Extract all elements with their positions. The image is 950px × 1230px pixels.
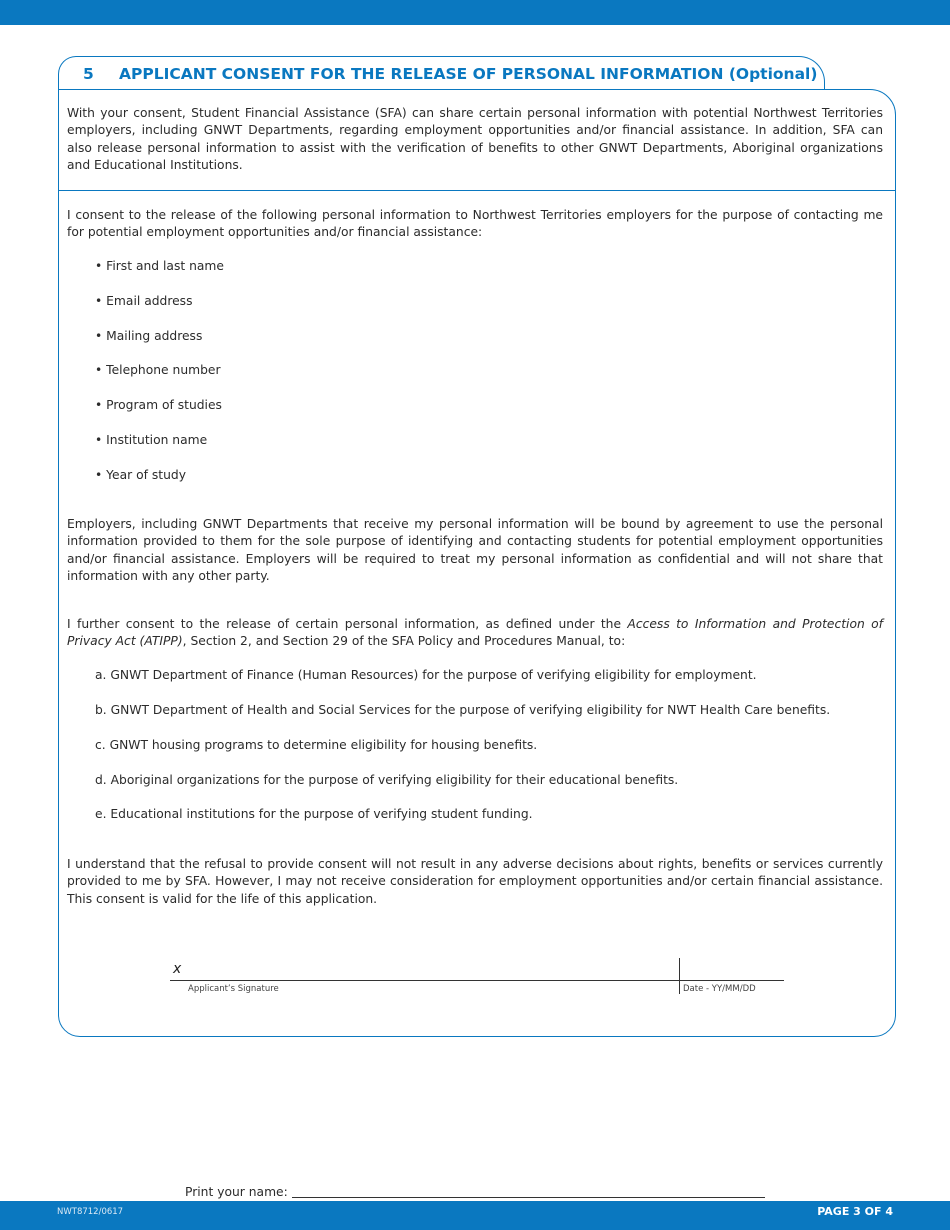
- list-item: e. Educational institutions for the purpose of verifying student funding.: [95, 807, 533, 821]
- employers-paragraph: Employers, including GNWT Departments that receive my personal information will be bound by agreement to use the personal information provided to them for the sole purpose of identifying and contacting students for potential employment opportunities and/or financial assistance. Employers will be required to treat my personal information as confidential and will not share that information with any other party.: [67, 517, 883, 584]
- intro-paragraph: With your consent, Student Financial Assistance (SFA) can share certain personal information with potential Northwest Territories employers, including GNWT Departments, regarding employment opportunities and/or financial assistance. In addition, SFA can also release personal information to assist with the verification of benefits to other GNWT Departments, Aboriginal organizations and Educational Institutions.: [67, 106, 883, 173]
- section-title-text: APPLICANT CONSENT FOR THE RELEASE OF PERSONAL INFORMATION (Optional): [119, 65, 818, 83]
- list-item: c. GNWT housing programs to determine eligibility for housing benefits.: [95, 738, 538, 752]
- signature-label: Applicant’s Signature: [188, 984, 279, 994]
- bullet-item: • Telephone number: [95, 363, 221, 377]
- further-consent-paragraph: [67, 616, 883, 651]
- bullet-item: • First and last name: [95, 259, 224, 273]
- signature-date-divider: [679, 958, 680, 994]
- consent-intro-paragraph: I consent to the release of the following personal information to Northwest Territories employers for the purpose of contacting me for potential employment opportunities and/or financial assistance:: [67, 208, 883, 240]
- bullet-item: • Mailing address: [95, 329, 203, 343]
- further-consent-text: I further consent to the release of certain personal information, as defined under the: [67, 617, 628, 631]
- list-item: d. Aboriginal organizations for the purpose of verifying eligibility for their educational benefits.: [95, 773, 679, 787]
- page-number: PAGE 3 OF 4: [817, 1205, 893, 1218]
- bullet-item: • Email address: [95, 294, 193, 308]
- bullet-item: • Program of studies: [95, 398, 222, 412]
- form-code: NWT8712/0617: [57, 1207, 124, 1217]
- signature-mark: x: [173, 961, 182, 977]
- signature-field[interactable]: [170, 980, 784, 981]
- list-item: b. GNWT Department of Health and Social Services for the purpose of verifying eligibility for NWT Health Care benefits.: [95, 703, 831, 717]
- date-label: Date - YY/MM/DD: [683, 984, 756, 994]
- print-name-field[interactable]: [292, 1197, 765, 1198]
- bullet-item: • Year of study: [95, 468, 186, 482]
- section-number: 5: [83, 65, 94, 83]
- bullet-item: • Institution name: [95, 433, 208, 447]
- footer-bar: [0, 1201, 950, 1230]
- refusal-paragraph: I understand that the refusal to provide consent will not result in any adverse decisions about rights, benefits or services currently provided to me by SFA. However, I may not receive consideration for employment opportunities and/or certain financial assistance. This consent is valid for the life of this application.: [67, 857, 883, 906]
- print-name-label: Print your name:: [185, 1185, 288, 1199]
- further-consent-text-end: , Section 2, and Section 29 of the SFA Policy and Procedures Manual, to:: [182, 634, 626, 649]
- list-item: a. GNWT Department of Finance (Human Resources) for the purpose of verifying eligibility for employment.: [95, 668, 757, 682]
- section-title: [83, 65, 817, 83]
- act-name: Access to Information and Protection of Privacy Act (ATIPP): [67, 617, 883, 649]
- header-bar: [0, 0, 950, 25]
- panel-divider: [58, 190, 896, 191]
